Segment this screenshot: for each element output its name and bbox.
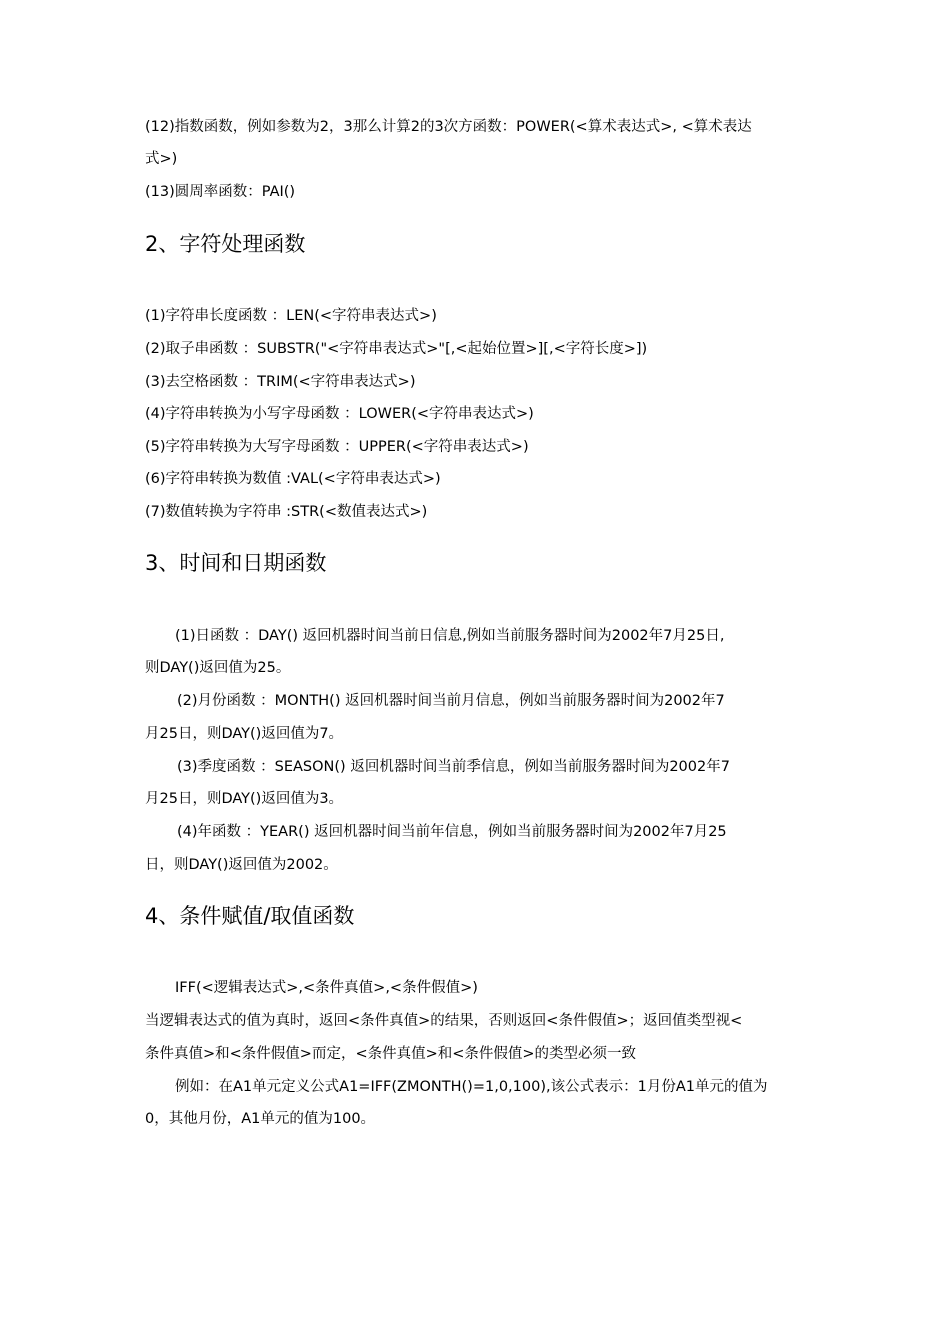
text-line: (3)去空格函数 ：TRIM(<字符串表达式>)	[145, 374, 416, 390]
text-line: 例如：在A1单元定义公式A1=IFF(ZMONTH()=1,0,100),该公式表示：1月份A1单元的值为	[175, 1079, 768, 1095]
text-line: 日，则DAY()返回值为2002。	[145, 857, 338, 873]
text-line: 月25日，则DAY()返回值为3。	[145, 791, 344, 807]
text-line: 条件真值>和<条件假值>而定，<条件真值>和<条件假值>的类型必须一致	[145, 1046, 637, 1062]
text-line: (1)字符串长度函数 ：LEN(<字符串表达式>)	[145, 308, 437, 324]
text-line: (4)年函数 ：YEAR() 返回机器时间当前年信息，例如当前服务器时间为2002年7月25	[177, 824, 727, 840]
text-line: IFF(<逻辑表达式>,<条件真值>,<条件假值>)	[175, 980, 478, 996]
text-line: (7)数值转换为字符串 :STR(<数值表达式>)	[145, 504, 428, 520]
text-line: (4)字符串转换为小写字母函数 ：LOWER(<字符串表达式>)	[145, 406, 534, 422]
text-line: (1)日函数 ：DAY() 返回机器时间当前日信息,例如当前服务器时间为2002年7月25日,	[175, 628, 725, 644]
text-line: 0，其他月份，A1单元的值为100。	[145, 1111, 376, 1127]
text-line: (12)指数函数，例如参数为2，3那么计算2的3次方函数：POWER(<算术表达式>, <算术表达	[145, 119, 752, 135]
section-heading: 3、时间和日期函数	[145, 551, 327, 575]
text-line: 当逻辑表达式的值为真时，返回<条件真值>的结果，否则返回<条件假值>；返回值类型视<	[145, 1013, 743, 1029]
section-heading: 2、字符处理函数	[145, 232, 306, 256]
text-line: 则DAY()返回值为25。	[145, 660, 291, 676]
text-line: (13)圆周率函数：PAI()	[145, 184, 296, 200]
section-heading: 4、条件赋值/取值函数	[145, 904, 355, 928]
text-line: (5)字符串转换为大写字母函数 ：UPPER(<字符串表达式>)	[145, 439, 529, 455]
text-line: (6)字符串转换为数值 :VAL(<字符串表达式>)	[145, 471, 441, 487]
text-line: 式>)	[145, 151, 178, 167]
text-line: (2)月份函数 ：MONTH() 返回机器时间当前月信息，例如当前服务器时间为2002年7	[177, 693, 725, 709]
text-line: (2)取子串函数 ：SUBSTR("<字符串表达式>"[,<起始位置>][,<字符长度>])	[145, 341, 648, 357]
text-line: (3)季度函数 ：SEASON() 返回机器时间当前季信息，例如当前服务器时间为2002年7	[177, 759, 730, 775]
text-line: 月25日，则DAY()返回值为7。	[145, 726, 344, 742]
